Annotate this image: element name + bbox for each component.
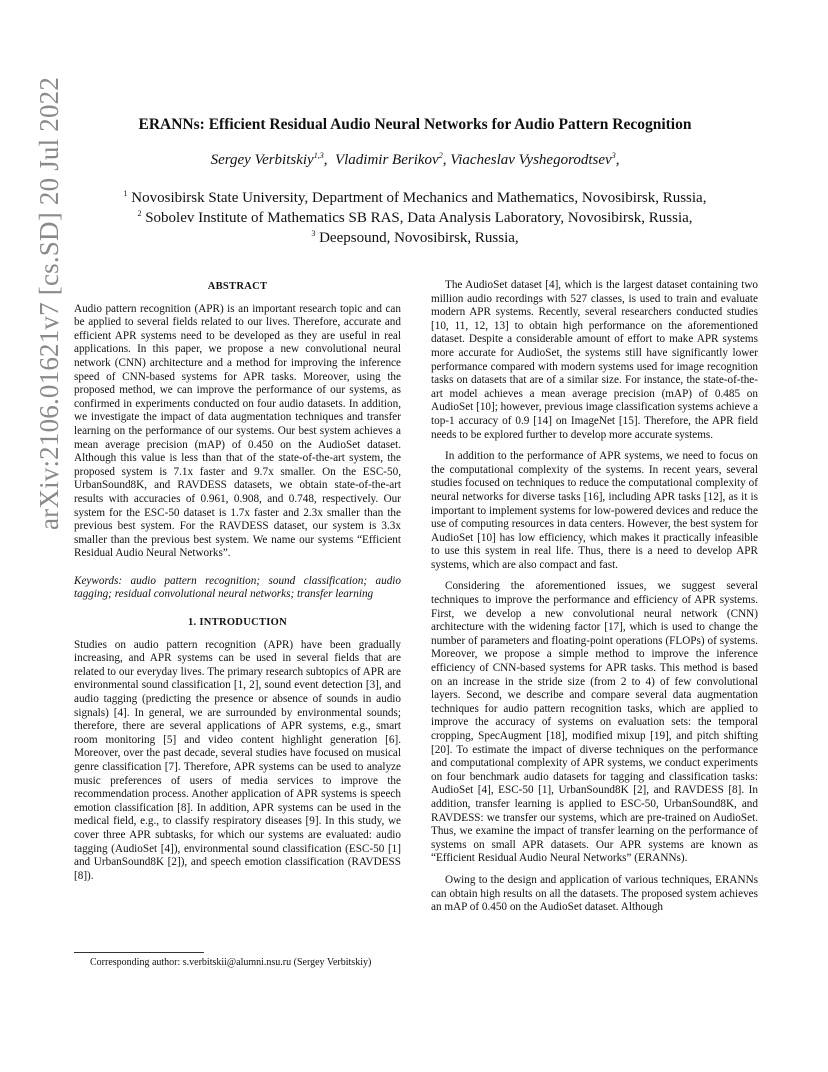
affiliation-3: $^3$ Deepsound, Novosibirsk, Russia, <box>311 229 519 246</box>
introduction-paragraph-3: In addition to the performance of APR systems, we need to focus on the computational complexity of the systems. In recent years, several studies focused on techniques to reduce the computational complexity of neural networks for diverse tasks [16], including APR tasks [12], as it is important to implement systems for low-powered devices and reduce the use of computing resources in data centers. However, the best system for AudioSet [10] has low efficiency, which makes it practically infeasible to use this system in real life. Thus, there is a need to develop APR systems, which are also compact and fast. <box>431 450 758 571</box>
arxiv-identifier: arXiv:2106.01621v7 [cs.SD] 20 Jul 2022 <box>34 76 64 530</box>
affiliation-2: $^2$ Sobolev Institute of Mathematics SB RAS, Data Analysis Laboratory, Novosibirsk, Russia, <box>137 209 693 226</box>
paper-title: ERANNs: Efficient Residual Audio Neural Networks for Audio Pattern Recognition <box>138 116 692 133</box>
footnote-rule <box>74 952 204 953</box>
abstract-heading: ABSTRACT <box>207 281 268 292</box>
introduction-paragraph-1: Studies on audio pattern recognition (APR) have been gradually increasing, and APR systems can be used in several fields that are related to our everyday lives. The primary research subtopics of APR are environmental sound classification [1, 2], sound event detection [3], and audio tagging (predicting the presence or absence of sounds in audio signals) [4]. In general, we are surrounded by environmental sounds; therefore, there are several applications of APR systems, e.g., smart room monitoring [5] and video content highlight generation [6]. Moreover, over the past decade, several studies have focused on musical genre classification [7]. Therefore, APR systems can be used to analyze music preferences of users of media services to improve the recommendation process. Another application of APR systems is speech emotion classification [8]. In addition, APR systems can be used in the medical field, e.g., to classify respiratory diseases [9]. In this study, we cover three APR subtasks, for which our systems are evaluated: audio tagging (AudioSet [4]), environmental sound classification (ESC-50 [1] and UrbanSound8K [2]), and speech emotion classification (RAVDESS [8]). <box>74 638 401 882</box>
introduction-paragraph-4: Considering the aforementioned issues, we suggest several techniques to improve the performance and efficiency of APR systems. First, we develop a new convolutional neural network (CNN) architecture with the widening factor [17], which is used to change the number of parameters and floating-point operations (FLOPs) of systems. Moreover, we propose a simple method to improve the inference efficiency of CNN-based systems for APR tasks. This method is based on an increase in the stride size (from 2 to 4) of few convolutional layers. Second, we describe and compare several data augmentation techniques for audio pattern recognition tasks, which are applied to improve the accuracy of systems on evaluation sets: the temporal cropping, SpecAugment [18], modified mixup [19], and pitch shifting [20]. To estimate the impact of diverse techniques on the performance and computational complexity of APR systems, we conduct experiments on four benchmark audio datasets for tagging and classification tasks: AudioSet [4], ESC-50 [1], UrbanSound8K [2], and RAVDESS [8]. In addition, transfer learning is applied to ESC-50, UrbanSound8K, and RAVDESS: we transfer our systems, which are pre-trained on AudioSet. Thus, we examine the impact of transfer learning on the performance of systems on small APR datasets. Our APR systems are known as “Efficient Residual Audio Neural Networks” (ERANNs). <box>431 580 758 865</box>
introduction-paragraph-5: Owing to the design and application of various techniques, ERANNs can obtain high results on all the datasets. The proposed system achieves an mAP of 0.450 on the AudioSet dataset. Although <box>431 873 758 914</box>
author-list: Sergey Verbitskiy$^{1,3}$, Vladimir Berikov$^2$, Viacheslav Vyshegorodtsev$^3$, <box>210 151 620 168</box>
left-column <box>74 280 401 883</box>
keywords: Keywords: audio pattern recognition; sound classification; audio tagging; residual convolutional neural networks; transfer learning <box>74 574 401 601</box>
footnote: Corresponding author: s.verbitskii@alumni.nsu.ru (Sergey Verbitskiy) <box>90 957 372 968</box>
introduction-paragraph-2: The AudioSet dataset [4], which is the largest dataset containing two million audio recordings with 527 classes, is used to train and evaluate modern APR systems. Recently, several researchers conducted studies [10, 11, 12, 13] to obtain high performance on the aforementioned dataset. Despite a considerable amount of effort to make APR systems more accurate for AudioSet, the systems still have significantly lower performance compared with modern systems used for image recognition tasks on datasets that are of a similar size. For instance, the state-of-the-art model achieves a mean average precision (mAP) of 0.485 on AudioSet [10]; however, previous image classification systems achieve a top-1 accuracy of 0.9 [14] on ImageNet [15]. Therefore, the APR field needs to be explored further to develop more accurate systems. <box>431 279 758 441</box>
right-column <box>431 279 758 915</box>
affiliation-1: $^1$ Novosibirsk State University, Department of Mechanics and Mathematics, Novosibirsk, Russia, <box>123 189 707 206</box>
abstract-text: Audio pattern recognition (APR) is an important research topic and can be applied to several fields related to our lives. Therefore, accurate and efficient APR systems need to be developed as they are useful in real applications. In this paper, we propose a new convolutional neural network (CNN) architecture and a method for improving the inference speed of CNN-based systems for APR tasks. Moreover, using the proposed method, we can improve the performance of our systems, as confirmed in experiments conducted on four audio datasets. In addition, we investigate the impact of data augmentation techniques and transfer learning on the performance of our systems. Our best system achieves a mean average precision (mAP) of 0.450 on the AudioSet dataset. Although this value is less than that of the state-of-the-art system, the proposed system is 7.1x faster and 9.7x smaller. On the ESC-50, UrbanSound8K, and RAVDESS datasets, we obtain state-of-the-art results with accuracies of 0.961, 0.908, and 0.748, respectively. Our system for the ESC-50 dataset is 1.7x faster and 2.3x smaller than the previous best system. For the RAVDESS dataset, our system is 3.3x smaller than the previous best system. We name our systems “Efficient Residual Audio Neural Networks”. <box>74 302 401 560</box>
introduction-heading: 1. INTRODUCTION <box>187 617 287 629</box>
arxiv-sidebar <box>14 76 64 765</box>
affiliations <box>90 188 740 248</box>
